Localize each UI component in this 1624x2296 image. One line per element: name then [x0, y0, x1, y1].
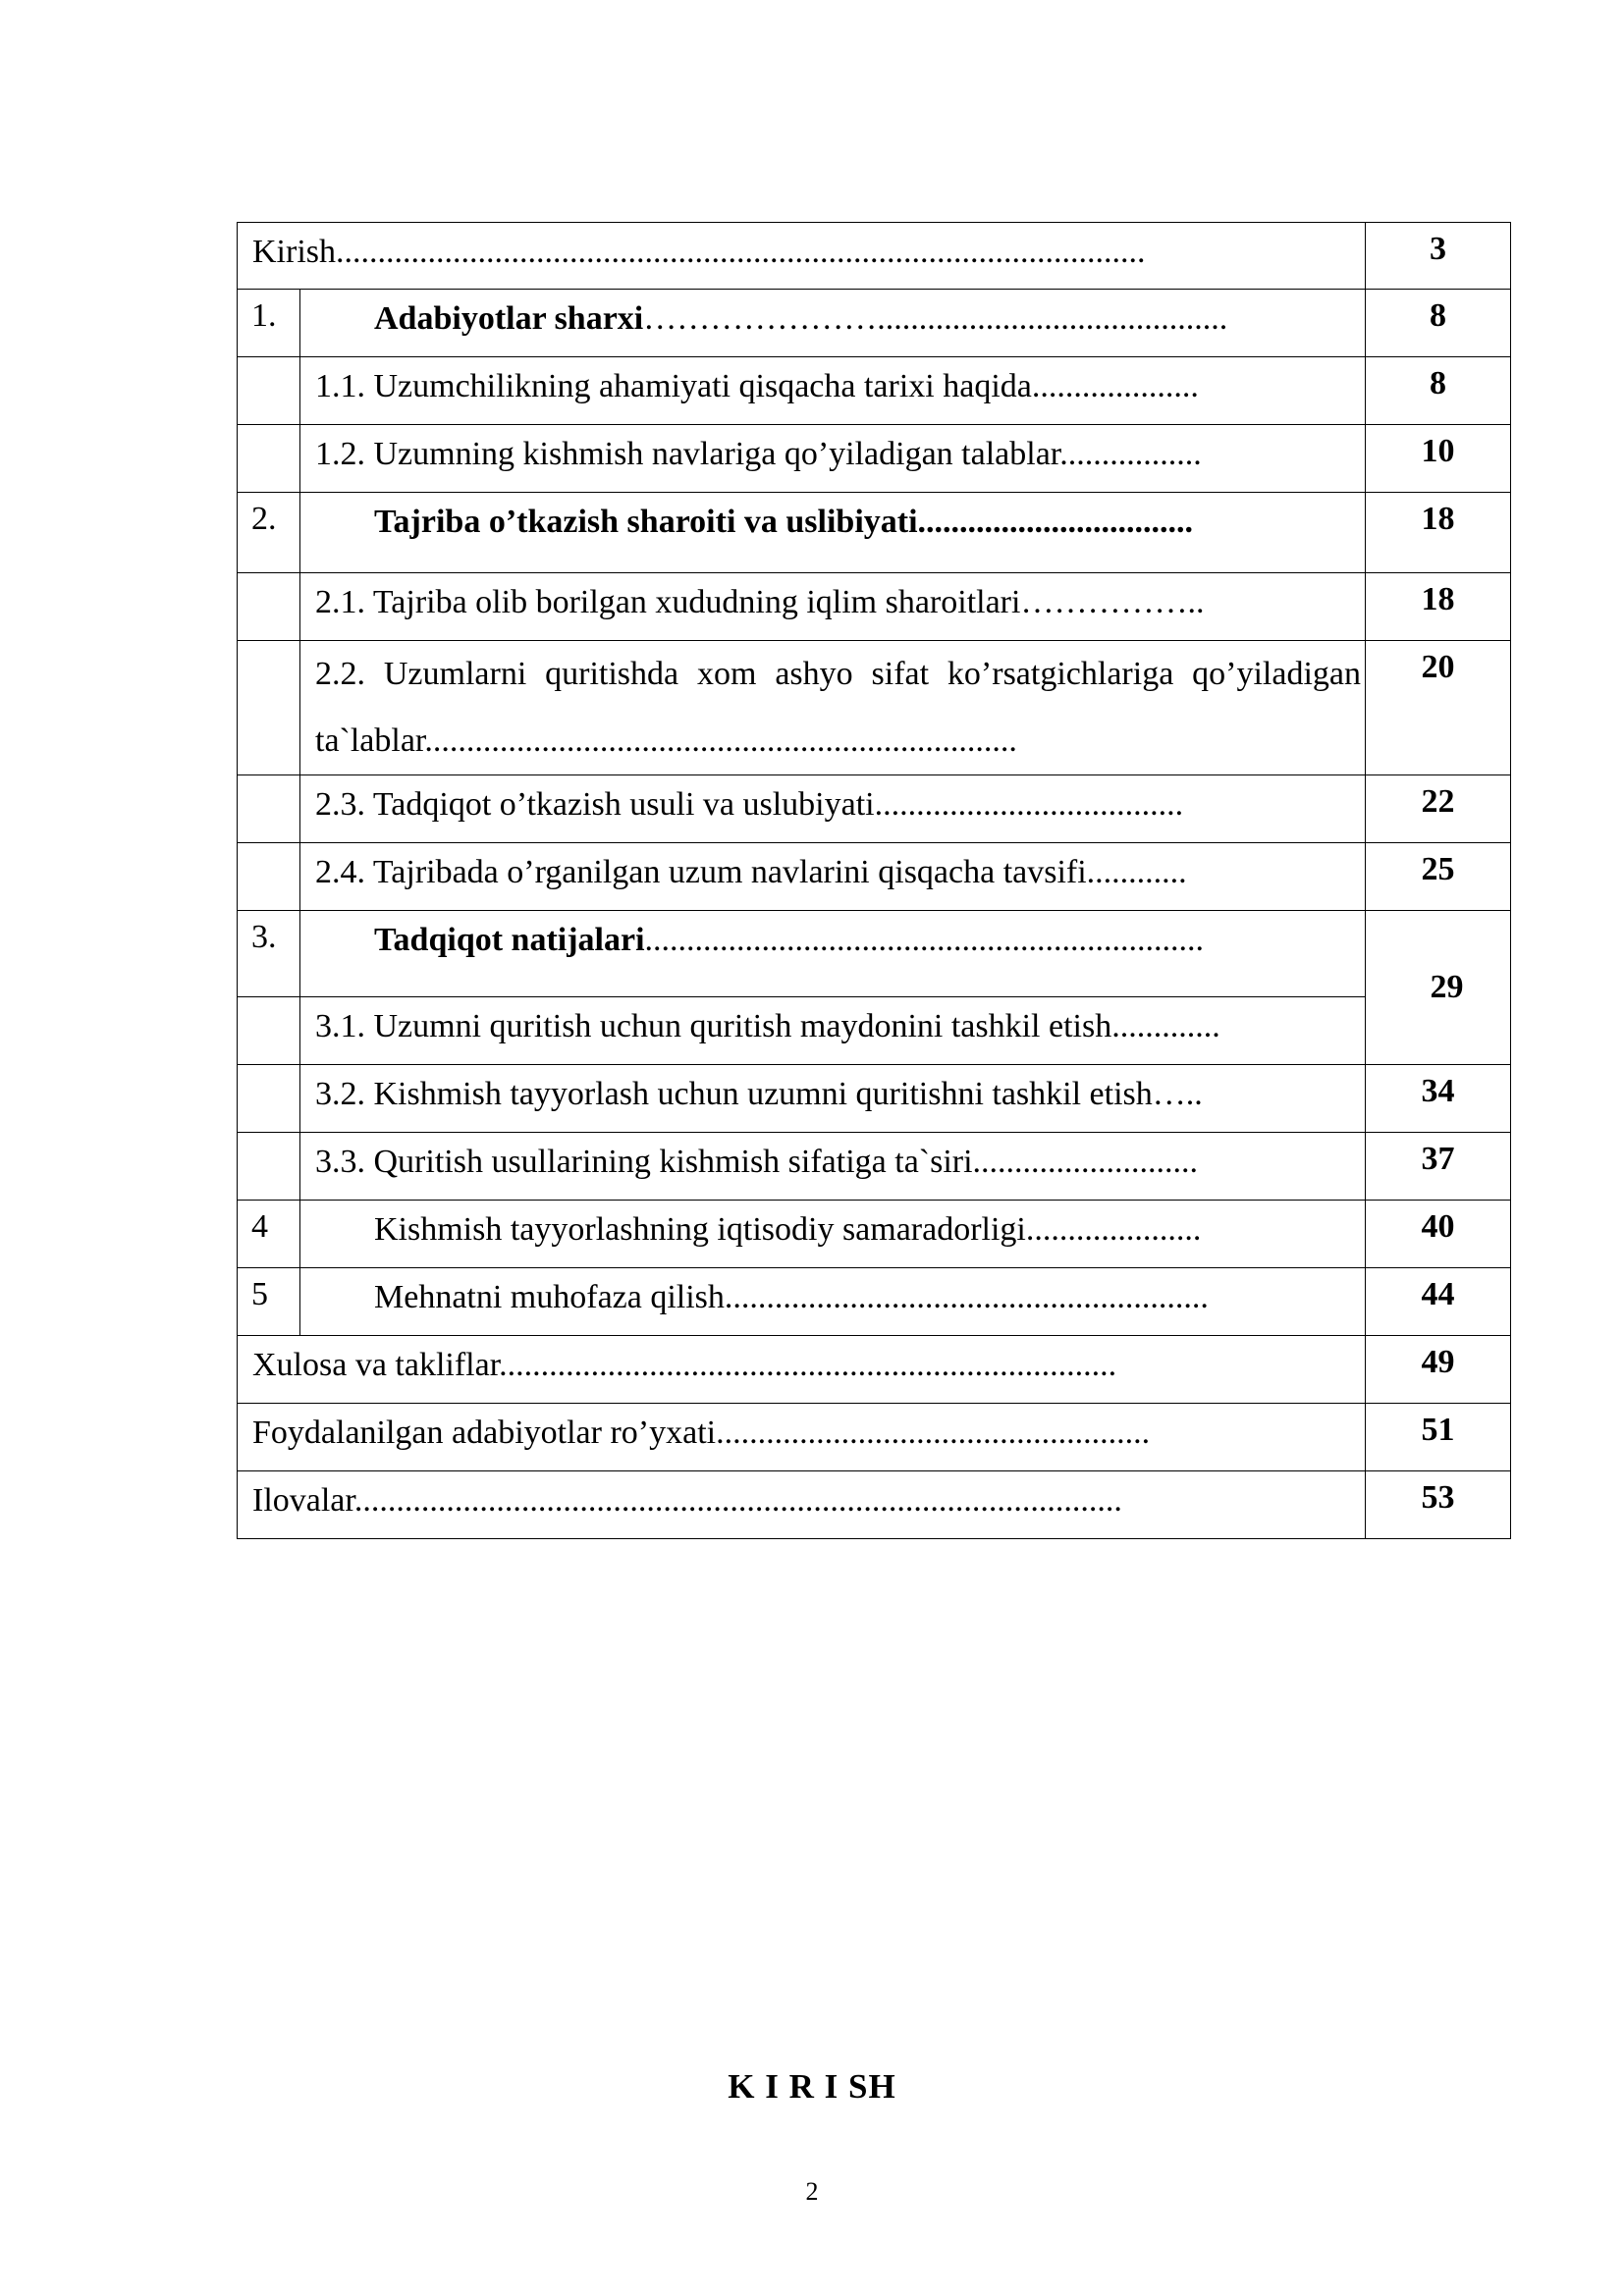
toc-row [238, 290, 1511, 357]
toc-page-number: 3 [1366, 223, 1511, 290]
toc-section-title: Adabiyotlar sharxi [374, 300, 644, 337]
toc-page-number: 40 [1366, 1201, 1511, 1268]
toc-row [238, 493, 1511, 573]
toc-section-number: 3. [238, 911, 300, 997]
toc-row [238, 1065, 1511, 1133]
toc-entry-text: 3.2. Kishmish tayyorlash uchun uzumni quritishni tashkil etish….. [300, 1065, 1366, 1133]
toc-row [238, 843, 1511, 911]
toc-entry-text: 3.3. Quritish usullarining kishmish sifatiga ta`siri........................... [300, 1133, 1366, 1201]
toc-entry-text: 2.4. Tajribada o’rganilgan uzum navlarini qisqacha tavsifi............ [300, 843, 1366, 911]
section-heading: K I R I SH [728, 2067, 896, 2106]
toc-entry-text: Foydalanilgan adabiyotlar ro’yxati.................................................... [238, 1404, 1366, 1471]
toc-page-number: 10 [1366, 425, 1511, 493]
page-number: 2 [805, 2177, 819, 2206]
toc-entry-text: Mehnatni muhofaza qilish.......................................................... [300, 1268, 1366, 1336]
toc-row [238, 223, 1511, 290]
toc-entry-text [300, 290, 1366, 357]
toc-page-number: 8 [1366, 357, 1511, 425]
toc-entry-text: 1.1. Uzumchilikning ahamiyati qisqacha tarixi haqida.................... [300, 357, 1366, 425]
toc-leader-dots: ................................................................... [644, 922, 1205, 958]
toc-entry-text: Xulosa va takliflar.......................................................................... [238, 1336, 1366, 1404]
toc-page-number: 53 [1366, 1471, 1511, 1539]
toc-row [238, 641, 1511, 775]
toc-page-number: 25 [1366, 843, 1511, 911]
toc-row [238, 775, 1511, 843]
toc-page-number: 8 [1366, 290, 1511, 357]
toc-page-number: 34 [1366, 1065, 1511, 1133]
toc-row [238, 1404, 1511, 1471]
toc-entry-text: Ilovalar............................................................................................ [238, 1471, 1366, 1539]
toc-entry-text: Kirish................................................................................................. [238, 223, 1366, 290]
toc-page-number: 20 [1366, 641, 1511, 775]
toc-leader-dots: ………………….......................................... [643, 300, 1228, 337]
toc-row [238, 1133, 1511, 1201]
toc-row [238, 997, 1511, 1065]
toc-entry-text: Kishmish tayyorlashning iqtisodiy samaradorligi..................... [300, 1201, 1366, 1268]
toc-entry-text: 1.2. Uzumning kishmish navlariga qo’yiladigan talablar................. [300, 425, 1366, 493]
toc-page-number: 18 [1366, 573, 1511, 641]
toc-section-number: 4 [238, 1201, 300, 1268]
toc-page-number: 22 [1366, 775, 1511, 843]
toc-page-number: 49 [1366, 1336, 1511, 1404]
toc-entry-text: 2.3. Tadqiqot o’tkazish usuli va uslubiyati..................................... [300, 775, 1366, 843]
toc-row [238, 1471, 1511, 1539]
toc-page-number: 37 [1366, 1133, 1511, 1201]
toc-entry-text: 2.1. Tajriba olib borilgan xududning iqlim sharoitlari…………….. [300, 573, 1366, 641]
toc-entry-text: 3.1. Uzumni quritish uchun quritish maydonini tashkil etish............. [300, 997, 1366, 1065]
toc-row [238, 911, 1511, 997]
toc-row [238, 1201, 1511, 1268]
table-of-contents [237, 222, 1511, 1539]
toc-row [238, 1336, 1511, 1404]
toc-row [238, 357, 1511, 425]
toc-section-title: Tadqiqot natijalari [374, 922, 645, 958]
toc-section-number: 5 [238, 1268, 300, 1336]
toc-page-number: 44 [1366, 1268, 1511, 1336]
toc-section-number: 2. [238, 493, 300, 573]
toc-section-number: 1. [238, 290, 300, 357]
toc-page-number: 29 [1366, 911, 1511, 1065]
toc-entry-text [300, 911, 1366, 997]
toc-row [238, 1268, 1511, 1336]
toc-section-title: Tajriba o’tkazish sharoiti va uslibiyati................................. [300, 493, 1366, 573]
toc-page-number: 18 [1366, 493, 1511, 573]
toc-page-number: 51 [1366, 1404, 1511, 1471]
toc-row [238, 425, 1511, 493]
toc-entry-text: 2.2. Uzumlarni quritishda xom ashyo sifat ko’rsatgichlariga qo’yiladigan ta`lablar....................................................................... [300, 641, 1366, 775]
toc-row [238, 573, 1511, 641]
